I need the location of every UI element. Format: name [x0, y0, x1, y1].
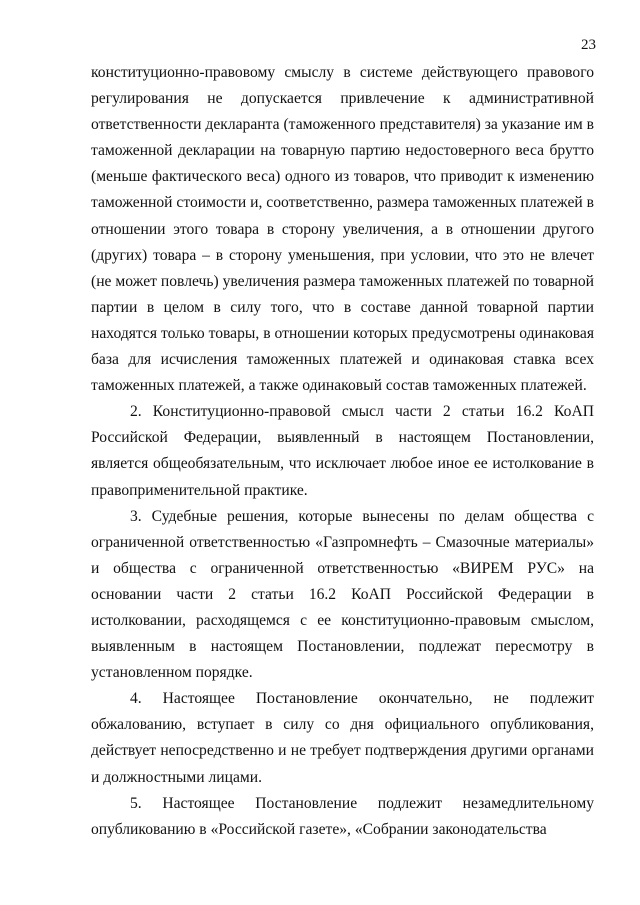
paragraph-3: 3. Судебные решения, которые вынесены по делам общества с ограниченной ответственностью «Газпромнефть – Смазочные материалы» и общества с ограниченной ответственностью «ВИРЕМ РУС» на основании части 2 статьи 16.2 КоАП Российской Федерации в истолковании, расходящемся с ее конституционно-правовым смыслом, выявленным в настоящем Постановлении, подлежат пересмотру в установленном порядке. — [91, 507, 594, 682]
document-body — [91, 60, 594, 843]
paragraph-4: 4. Настоящее Постановление окончательно, не подлежит обжалованию, вступает в силу со дня официального опубликования, действует непосредственно и не требует подтверждения другими органами и должностными лицами. — [91, 690, 594, 786]
page-number: 23 — [581, 37, 596, 53]
paragraph-2: 2. Конституционно-правовой смысл части 2 статьи 16.2 КоАП Российской Федерации, выявленный в настоящем Постановлении, является общеобязательным, что исключает любое иное ее истолкование в правоприменительной практике. — [91, 403, 594, 499]
paragraph-continuation: конституционно-правовому смыслу в системе действующего правового регулирования не допускается привлечение к административной ответственности декларанта (таможенного представителя) за указание им в таможенной декларации на товарную партию недостоверного веса брутто (меньше фактического веса) одного из товаров, что приводит к изменению таможенной стоимости и, соответственно, размера таможенных платежей в отношении этого товара в сторону увеличения, а в отношении другого (других) товара – в сторону уменьшения, при условии, что это не влечет (не может повлечь) увеличения размера таможенных платежей по товарной партии в целом в силу того, что в составе данной товарной партии находятся только товары, в отношении которых предусмотрены одинаковая база для исчисления таможенных платежей и одинаковая ставка всех таможенных платежей, а также одинаковый состав таможенных платежей. — [91, 64, 594, 395]
paragraph-5: 5. Настоящее Постановление подлежит незамедлительному опубликованию в «Российской газете», «Собрании законодательства — [91, 794, 594, 838]
